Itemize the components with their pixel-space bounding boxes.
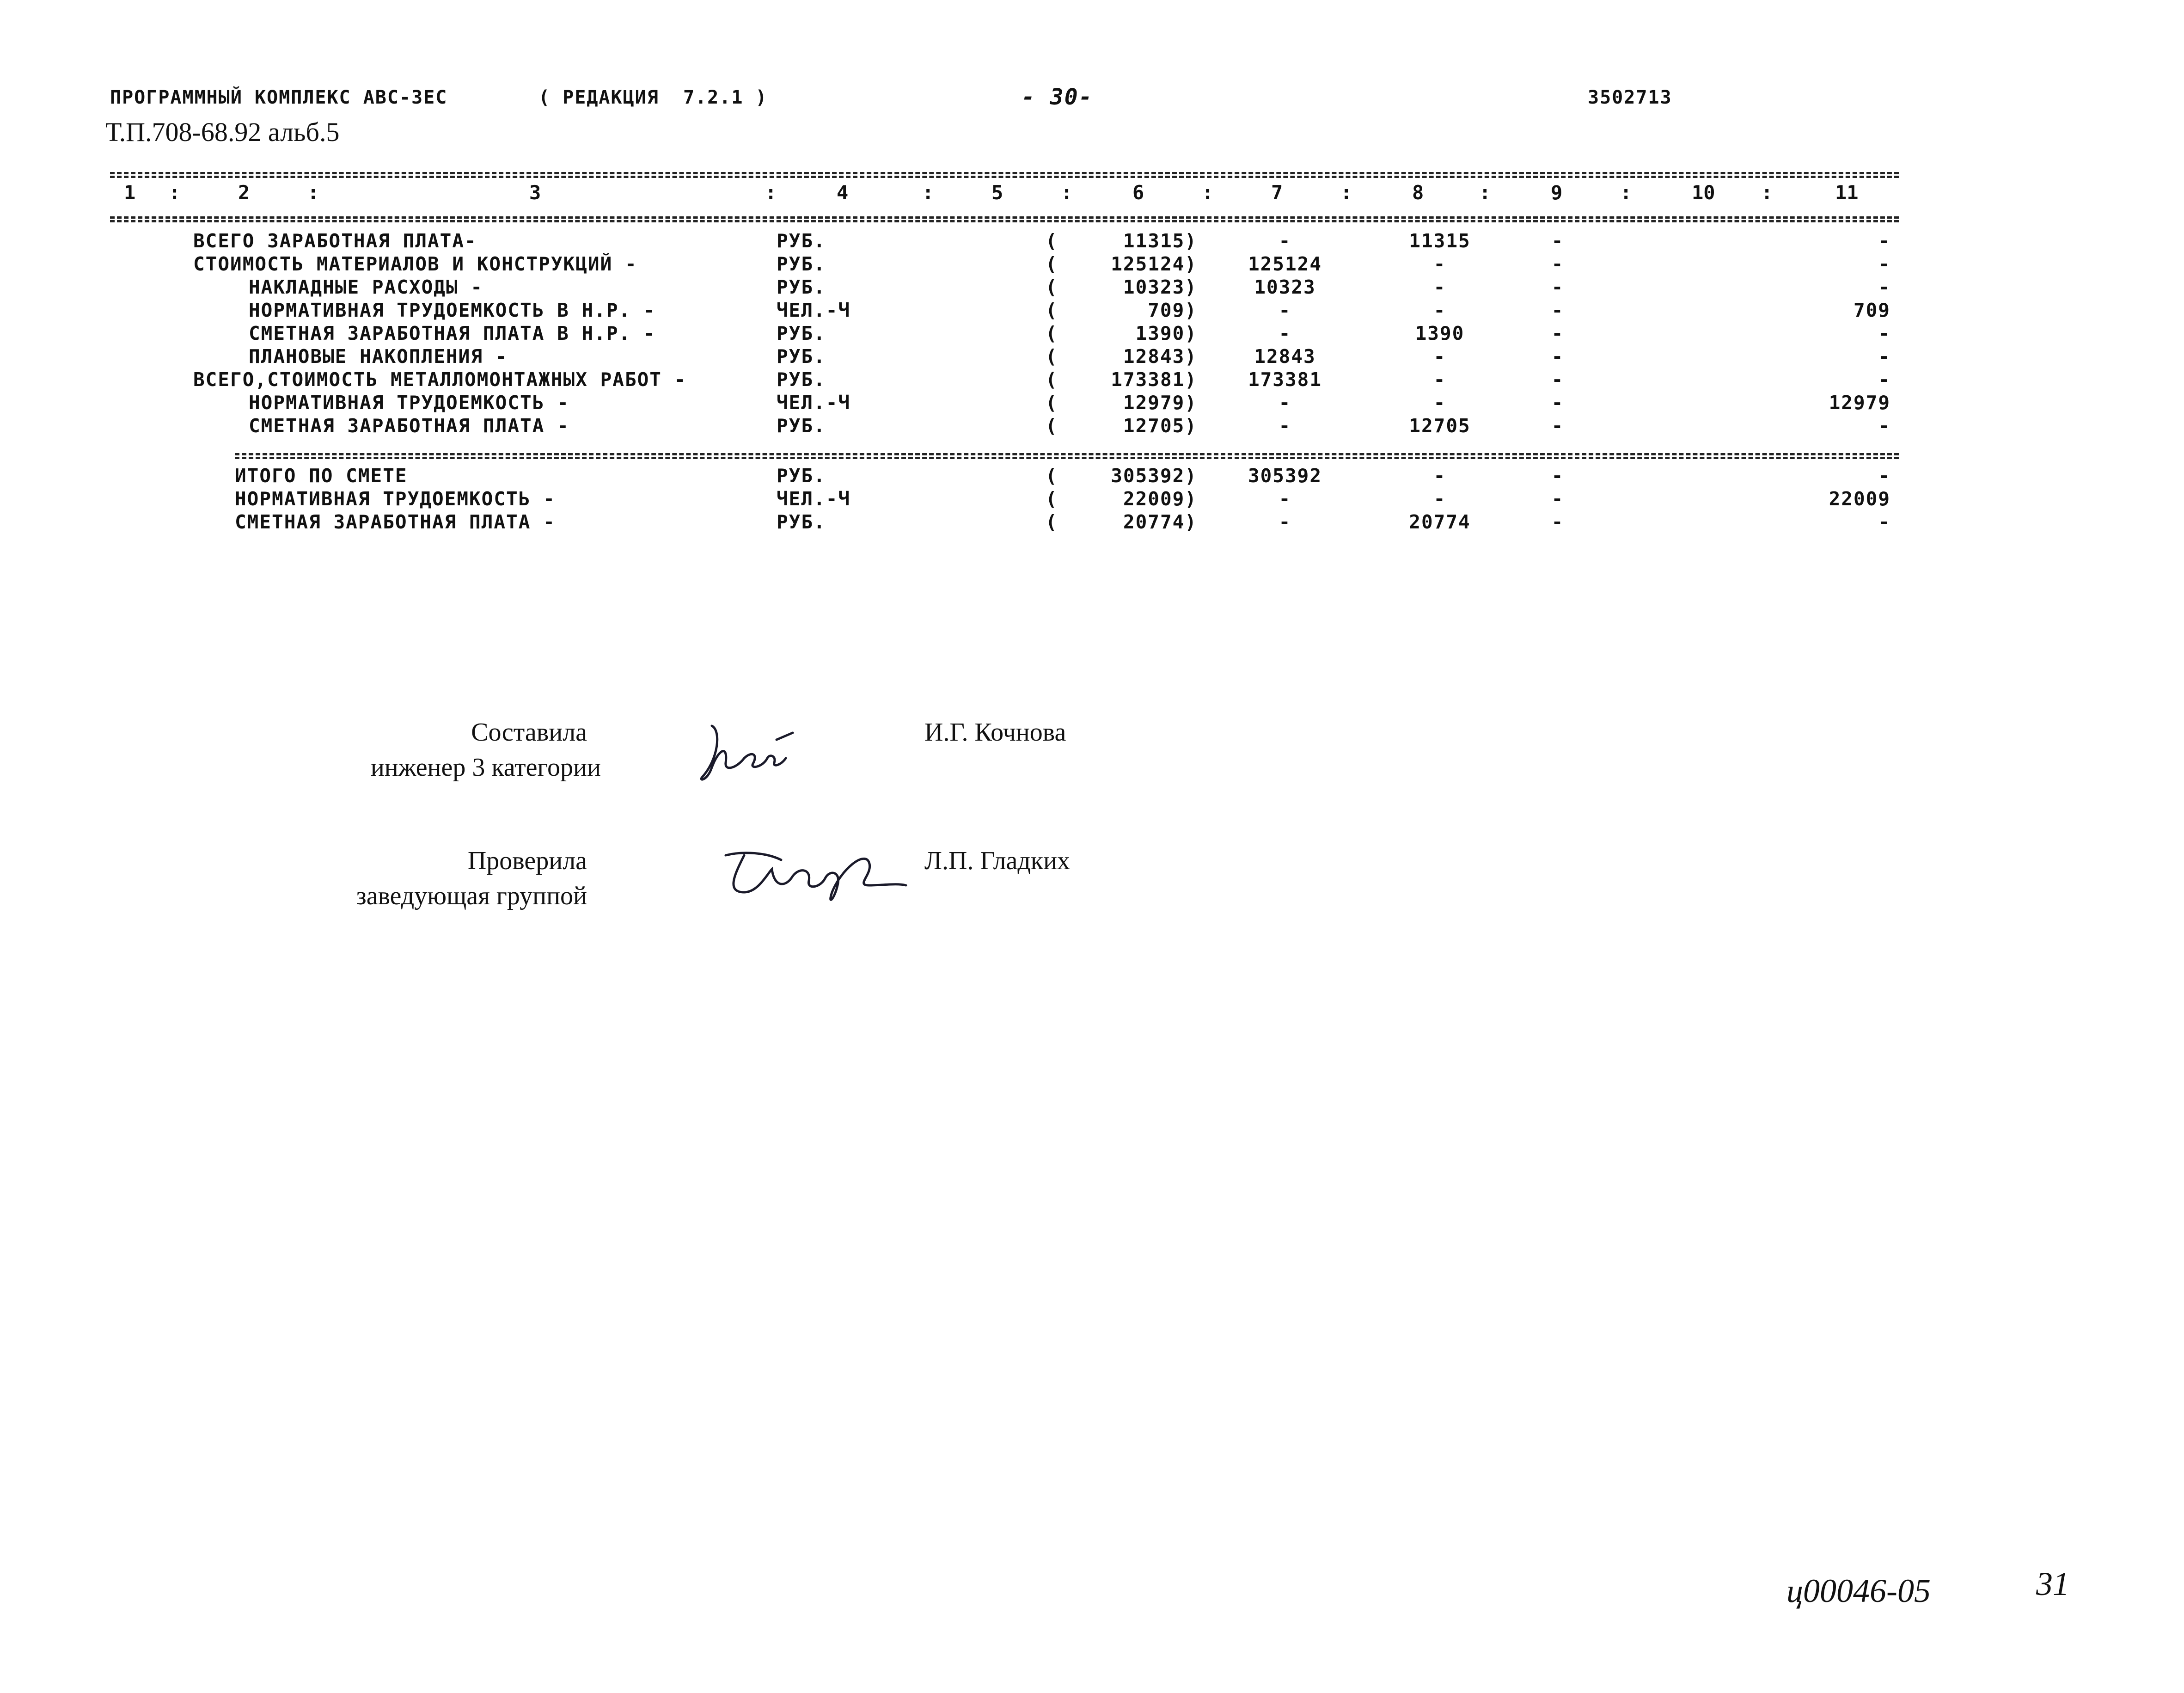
row-col7: - bbox=[1279, 230, 1291, 252]
row-bracket: ( bbox=[1046, 511, 1058, 533]
row-col8: 11315 bbox=[1409, 230, 1471, 252]
row-col9: - bbox=[1551, 322, 1564, 344]
column-number: 4 bbox=[837, 181, 849, 204]
row-name: НОРМАТИВНАЯ ТРУДОЕМКОСТЬ - bbox=[249, 392, 569, 414]
row-name: ВСЕГО,СТОИМОСТЬ МЕТАЛЛОМОНТАЖНЫХ РАБОТ - bbox=[193, 368, 687, 391]
checked-signature bbox=[716, 841, 911, 911]
archive-stamp: ц00046-05 bbox=[1786, 1572, 1931, 1609]
column-number: 3 bbox=[529, 181, 541, 204]
row-col11: - bbox=[1878, 345, 1890, 368]
row-col7: - bbox=[1279, 322, 1291, 344]
row-col8: 20774 bbox=[1409, 511, 1471, 533]
table-header-rule-2 bbox=[110, 220, 1899, 222]
column-separator: : bbox=[1620, 181, 1632, 204]
row-bracket: ( bbox=[1046, 276, 1058, 298]
row-col7: 173381 bbox=[1248, 368, 1322, 391]
row-col11: - bbox=[1878, 415, 1890, 437]
row-col11: - bbox=[1878, 511, 1890, 533]
page-number: - 30- bbox=[1022, 84, 1093, 110]
document-code: 3502713 bbox=[1588, 87, 1672, 108]
row-unit: РУБ. bbox=[777, 322, 826, 344]
section-divider-rule bbox=[235, 453, 1899, 455]
row-col8: - bbox=[1433, 368, 1446, 391]
row-unit: ЧЕЛ.-Ч bbox=[777, 299, 851, 321]
row-unit: РУБ. bbox=[777, 368, 826, 391]
row-col11: - bbox=[1878, 368, 1890, 391]
row-bracket: ( bbox=[1046, 368, 1058, 391]
compiled-label: Составила bbox=[471, 718, 587, 747]
row-bracket: ( bbox=[1046, 465, 1058, 487]
row-col7: 12843 bbox=[1254, 345, 1316, 368]
row-col9: - bbox=[1551, 253, 1564, 275]
column-separator: : bbox=[1340, 181, 1352, 204]
row-col6: 12843) bbox=[1123, 345, 1197, 368]
row-col6: 22009) bbox=[1123, 488, 1197, 510]
row-name: НАКЛАДНЫЕ РАСХОДЫ - bbox=[249, 276, 483, 298]
column-number: 7 bbox=[1271, 181, 1283, 204]
row-unit: РУБ. bbox=[777, 345, 826, 368]
row-unit: РУБ. bbox=[777, 415, 826, 437]
row-name: ВСЕГО ЗАРАБОТНАЯ ПЛАТА- bbox=[193, 230, 477, 252]
table-top-rule-2 bbox=[110, 176, 1899, 178]
column-separator: : bbox=[1479, 181, 1491, 204]
row-col9: - bbox=[1551, 488, 1564, 510]
row-col9: - bbox=[1551, 230, 1564, 252]
row-bracket: ( bbox=[1046, 299, 1058, 321]
column-separator: : bbox=[307, 181, 319, 204]
row-bracket: ( bbox=[1046, 345, 1058, 368]
checked-role: заведующая группой bbox=[356, 882, 587, 910]
row-col11: 12979 bbox=[1829, 392, 1890, 414]
row-col9: - bbox=[1551, 465, 1564, 487]
row-col9: - bbox=[1551, 299, 1564, 321]
column-separator: : bbox=[169, 181, 181, 204]
row-unit: РУБ. bbox=[777, 511, 826, 533]
row-unit: РУБ. bbox=[777, 276, 826, 298]
row-col6: 12979) bbox=[1123, 392, 1197, 414]
row-unit: ЧЕЛ.-Ч bbox=[777, 488, 851, 510]
row-bracket: ( bbox=[1046, 488, 1058, 510]
row-col8: - bbox=[1433, 276, 1446, 298]
column-number: 5 bbox=[991, 181, 1003, 204]
column-number: 10 bbox=[1692, 181, 1715, 204]
row-col7: - bbox=[1279, 415, 1291, 437]
checked-name: Л.П. Гладких bbox=[924, 846, 1071, 875]
row-name: СМЕТНАЯ ЗАРАБОТНАЯ ПЛАТА - bbox=[249, 415, 569, 437]
row-bracket: ( bbox=[1046, 322, 1058, 344]
compiled-role: инженер 3 категории bbox=[370, 753, 601, 782]
row-col9: - bbox=[1551, 415, 1564, 437]
row-col11: 22009 bbox=[1829, 488, 1890, 510]
row-col6: 305392) bbox=[1111, 465, 1197, 487]
row-bracket: ( bbox=[1046, 230, 1058, 252]
column-number: 1 bbox=[124, 181, 136, 204]
column-number: 6 bbox=[1132, 181, 1144, 204]
section-divider-rule-2 bbox=[235, 457, 1899, 459]
checked-label: Проверила bbox=[467, 846, 587, 875]
row-col9: - bbox=[1551, 345, 1564, 368]
row-col11: - bbox=[1878, 322, 1890, 344]
row-col11: - bbox=[1878, 276, 1890, 298]
sheet-number: 31 bbox=[2036, 1565, 2069, 1602]
row-col11: - bbox=[1878, 230, 1890, 252]
row-name: СТОИМОСТЬ МАТЕРИАЛОВ И КОНСТРУКЦИЙ - bbox=[193, 253, 637, 275]
row-col11: - bbox=[1878, 253, 1890, 275]
row-unit: РУБ. bbox=[777, 230, 826, 252]
row-col6: 20774) bbox=[1123, 511, 1197, 533]
row-name: СМЕТНАЯ ЗАРАБОТНАЯ ПЛАТА - bbox=[235, 511, 556, 533]
program-title: ПРОГРАММНЫЙ КОМПЛЕКС АВС-3ЕС bbox=[110, 87, 448, 108]
row-col7: - bbox=[1279, 392, 1291, 414]
row-col7: - bbox=[1279, 511, 1291, 533]
row-col7: - bbox=[1279, 488, 1291, 510]
column-number: 8 bbox=[1412, 181, 1424, 204]
column-number: 9 bbox=[1551, 181, 1563, 204]
row-unit: РУБ. bbox=[777, 465, 826, 487]
row-col6: 11315) bbox=[1123, 230, 1197, 252]
row-col11: - bbox=[1878, 465, 1890, 487]
table-header-rule bbox=[110, 216, 1899, 219]
row-col9: - bbox=[1551, 511, 1564, 533]
row-col6: 12705) bbox=[1123, 415, 1197, 437]
row-col8: - bbox=[1433, 392, 1446, 414]
compiled-name: И.Г. Кочнова bbox=[924, 718, 1066, 747]
row-col8: 12705 bbox=[1409, 415, 1471, 437]
row-col9: - bbox=[1551, 276, 1564, 298]
compiled-signature bbox=[693, 712, 800, 791]
table-top-rule bbox=[110, 172, 1899, 174]
column-separator: : bbox=[765, 181, 777, 204]
column-separator: : bbox=[1061, 181, 1073, 204]
row-col7: 125124 bbox=[1248, 253, 1322, 275]
row-col6: 125124) bbox=[1111, 253, 1197, 275]
row-col11: 709 bbox=[1853, 299, 1890, 321]
row-name: НОРМАТИВНАЯ ТРУДОЕМКОСТЬ - bbox=[235, 488, 556, 510]
row-col9: - bbox=[1551, 368, 1564, 391]
column-separator: : bbox=[922, 181, 934, 204]
column-separator: : bbox=[1761, 181, 1773, 204]
row-bracket: ( bbox=[1046, 392, 1058, 414]
row-col7: 305392 bbox=[1248, 465, 1322, 487]
column-separator: : bbox=[1202, 181, 1214, 204]
document-subtitle: Т.П.708-68.92 альб.5 bbox=[105, 117, 340, 147]
row-name: НОРМАТИВНАЯ ТРУДОЕМКОСТЬ В Н.Р. - bbox=[249, 299, 656, 321]
row-col6: 709) bbox=[1148, 299, 1197, 321]
row-col8: - bbox=[1433, 253, 1446, 275]
column-number: 2 bbox=[238, 181, 250, 204]
edition-label: ( РЕДАКЦИЯ 7.2.1 ) bbox=[538, 87, 768, 108]
row-col7: 10323 bbox=[1254, 276, 1316, 298]
row-bracket: ( bbox=[1046, 253, 1058, 275]
row-name: ИТОГО ПО СМЕТЕ bbox=[235, 465, 408, 487]
row-unit: ЧЕЛ.-Ч bbox=[777, 392, 851, 414]
row-bracket: ( bbox=[1046, 415, 1058, 437]
row-col8: - bbox=[1433, 488, 1446, 510]
row-col8: 1390 bbox=[1415, 322, 1465, 344]
row-name: СМЕТНАЯ ЗАРАБОТНАЯ ПЛАТА В Н.Р. - bbox=[249, 322, 656, 344]
row-col8: - bbox=[1433, 345, 1446, 368]
row-col8: - bbox=[1433, 465, 1446, 487]
row-col7: - bbox=[1279, 299, 1291, 321]
row-col6: 10323) bbox=[1123, 276, 1197, 298]
row-unit: РУБ. bbox=[777, 253, 826, 275]
column-number: 11 bbox=[1835, 181, 1859, 204]
row-col9: - bbox=[1551, 392, 1564, 414]
row-name: ПЛАНОВЫЕ НАКОПЛЕНИЯ - bbox=[249, 345, 508, 368]
row-col6: 1390) bbox=[1135, 322, 1197, 344]
row-col8: - bbox=[1433, 299, 1446, 321]
row-col6: 173381) bbox=[1111, 368, 1197, 391]
